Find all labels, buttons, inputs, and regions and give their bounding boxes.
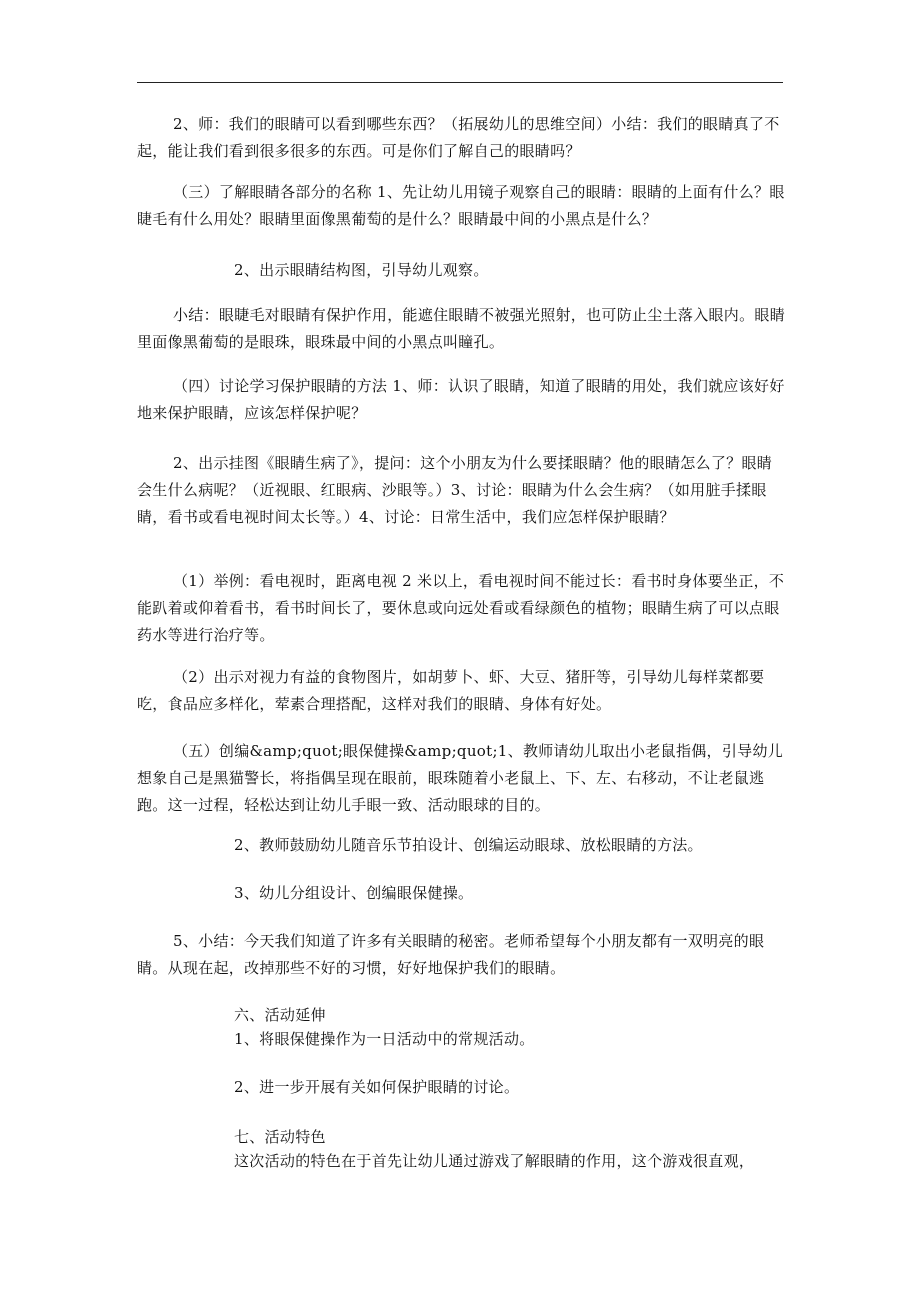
paragraph-1: 2、师：我们的眼睛可以看到哪些东西？（拓展幼儿的思维空间）小结：我们的眼睛真了不起，能让我们看到很多很多的东西。可是你们了解自己的眼睛吗？ [137, 115, 780, 160]
paragraph-2: （三）了解眼睛各部分的名称 1、先让幼儿用镜子观察自己的眼睛：眼睛的上面有什么？眼睫毛有什么用处？眼睛里面像黑葡萄的是什么？眼睛最中间的小黑点是什么？ [137, 183, 785, 228]
paragraph-6: 2、出示挂图《眼睛生病了》，提问：这个小朋友为什么要揉眼睛？他的眼睛怎么了？眼睛会生什么病呢？（近视眼、红眼病、沙眼等。）3、讨论：眼睛为什么会生病？（如用脏手揉眼睛，看书或看电视时间太长等。）4、讨论：日常生活中，我们应怎样保护眼睛？ [137, 454, 773, 526]
header-rule [137, 82, 783, 83]
paragraph-15: 这次活动的特色在于首先让幼儿通过游戏了解眼睛的作用，这个游戏很直观， [234, 1152, 755, 1170]
paragraph-9: （五）创编&amp;quot;眼保健操&amp;quot;1、教师请幼儿取出小老鼠指偶，引导幼儿想象自己是黑猫警长，将指偶呈现在眼前，眼珠随着小老鼠上、下、左、右移动，不让老鼠逃跑。这一过程，轻松达到让幼儿手眼一致、活动眼球的目的。 [137, 742, 784, 814]
paragraph-12: 5、小结：今天我们知道了许多有关眼睛的秘密。老师希望每个小朋友都有一双明亮的眼睛。从现在起，改掉那些不好的习惯，好好地保护我们的眼睛。 [137, 932, 765, 977]
section-heading-7: 七、活动特色 [234, 1128, 326, 1146]
paragraph-7: （1）举例：看电视时，距离电视 2 米以上，看电视时间不能过长：看书时身体要坐正，不能趴着或仰着看书，看书时间长了，要休息或向远处看或看绿颜色的植物；眼睛生病了可以点眼药水等进行治疗等。 [137, 572, 785, 644]
section-heading-6: 六、活动延伸 [234, 1006, 326, 1024]
paragraph-11: 3、幼儿分组设计、创编眼保健操。 [234, 884, 474, 902]
paragraph-13: 1、将眼保健操作为一日活动中的常规活动。 [234, 1030, 535, 1048]
paragraph-14: 2、进一步开展有关如何保护眼睛的讨论。 [234, 1078, 520, 1096]
paragraph-3: 2、出示眼睛结构图，引导幼儿观察。 [234, 261, 489, 279]
paragraph-10: 2、教师鼓励幼儿随音乐节拍设计、创编运动眼球、放松眼睛的方法。 [234, 836, 703, 854]
paragraph-4: 小结：眼睫毛对眼睛有保护作用，能遮住眼睛不被强光照射，也可防止尘土落入眼内。眼睛里面像黑葡萄的是眼珠，眼珠最中间的小黑点叫瞳孔。 [137, 306, 786, 351]
paragraph-8: （2）出示对视力有益的食物图片，如胡萝卜、虾、大豆、猪肝等，引导幼儿每样菜都要吃，食品应多样化，荤素合理搭配，这样对我们的眼睛、身体有好处。 [137, 668, 765, 713]
paragraph-5: （四）讨论学习保护眼睛的方法 1、师：认识了眼睛，知道了眼睛的用处，我们就应该好好地来保护眼睛，应该怎样保护呢？ [137, 377, 785, 422]
